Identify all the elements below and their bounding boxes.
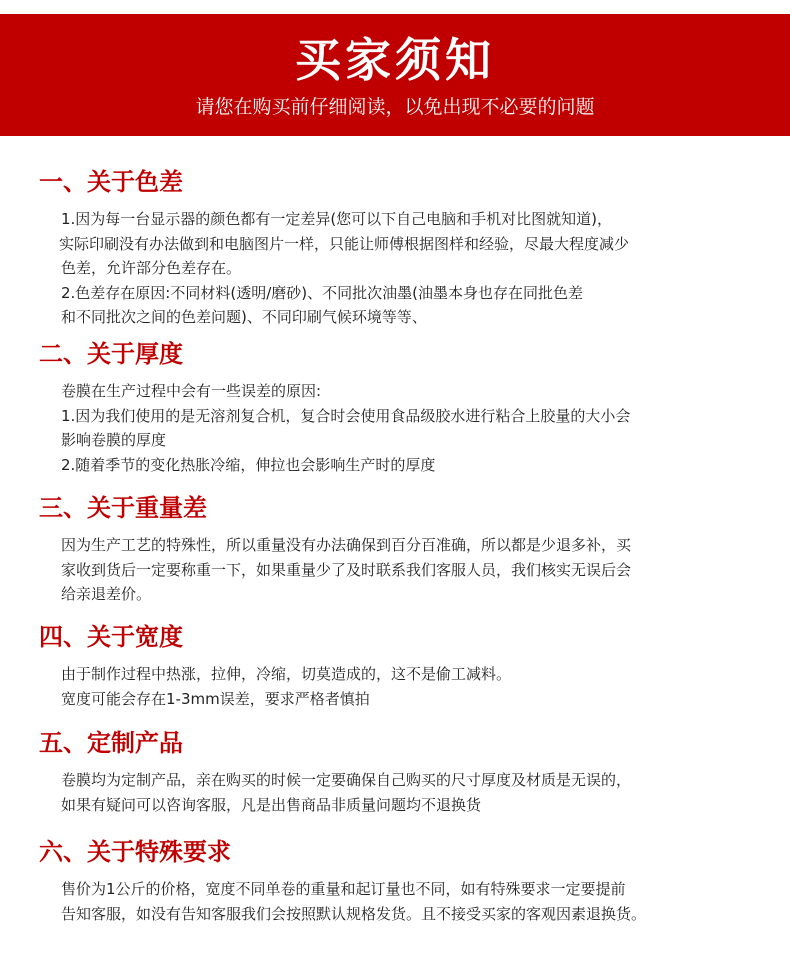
body-line: 2.色差存在原因:不同材料(透明/磨砂)、不同批次油墨(油墨本身也存在同批色差 — [61, 283, 583, 302]
body-line: 卷膜在生产过程中会有一些误差的原因: — [61, 382, 322, 400]
body-line: 实际印刷没有办法做到和电脑图片一样，只能让师傅根据图样和经验，尽最大程度减少 — [59, 234, 630, 253]
section-title: 二、关于厚度 — [39, 340, 183, 368]
section-title: 四、关于宽度 — [39, 623, 183, 651]
body-line: 宽度可能会存在1-3mm误差，要求严格者慎拍 — [61, 689, 370, 708]
body-line: 1.因为我们使用的是无溶剂复合机，复合时会使用食品级胶水进行粘合上胶量的大小会 — [61, 406, 631, 425]
body-line: 因为生产工艺的特殊性，所以重量没有办法确保到百分百准确，所以都是少退多补，买 — [61, 536, 632, 554]
section-body — [61, 379, 761, 477]
header-banner — [0, 14, 790, 136]
body-line: 家收到货后一定要称重一下，如果重量少了及时联系我们客服人员，我们核实无误后会 — [61, 560, 632, 579]
body-line: 1.因为每一台显示器的颜色都有一定差异(您可以下自己电脑和手机对比图就知道)， — [61, 210, 613, 228]
section-title: 五、定制产品 — [39, 729, 183, 757]
body-line: 和不同批次之间的色差问题)、不同印刷气候环境等等、 — [61, 308, 427, 326]
body-line: 如果有疑问可以咨询客服，凡是出售商品非质量问题均不退换货 — [61, 795, 482, 814]
body-line: 由于制作过程中热涨，拉伸，冷缩，切莫造成的，这不是偷工减料。 — [61, 665, 512, 683]
section-title: 三、关于重量差 — [39, 494, 207, 522]
section-body — [61, 768, 761, 817]
page-subtitle: 请您在购买前仔细阅读，以免出现不必要的问题 — [195, 96, 595, 118]
section-title: 一、关于色差 — [39, 168, 183, 196]
body-line: 色差，允许部分色差存在。 — [61, 259, 242, 277]
section-body — [61, 662, 761, 711]
body-line: 告知客服，如没有告知客服我们会按照默认规格发货。且不接受买家的客观因素退换货。 — [61, 904, 647, 923]
body-line: 影响卷膜的厚度 — [61, 431, 167, 449]
page-title: 买家须知 — [295, 33, 495, 87]
body-line: 2.随着季节的变化热胀冷缩，伸拉也会影响生产时的厚度 — [61, 455, 436, 474]
section-body — [61, 207, 761, 330]
body-line: 售价为1公斤的价格，宽度不同单卷的重量和起订量也不同，如有特殊要求一定要提前 — [61, 880, 626, 898]
section-title: 六、关于特殊要求 — [39, 838, 231, 866]
body-line: 卷膜均为定制产品，亲在购买的时候一定要确保自己购买的尺寸厚度及材质是无误的， — [61, 771, 632, 789]
body-line: 给亲退差价。 — [61, 585, 152, 603]
section-body — [61, 877, 761, 926]
section-body — [61, 533, 761, 607]
